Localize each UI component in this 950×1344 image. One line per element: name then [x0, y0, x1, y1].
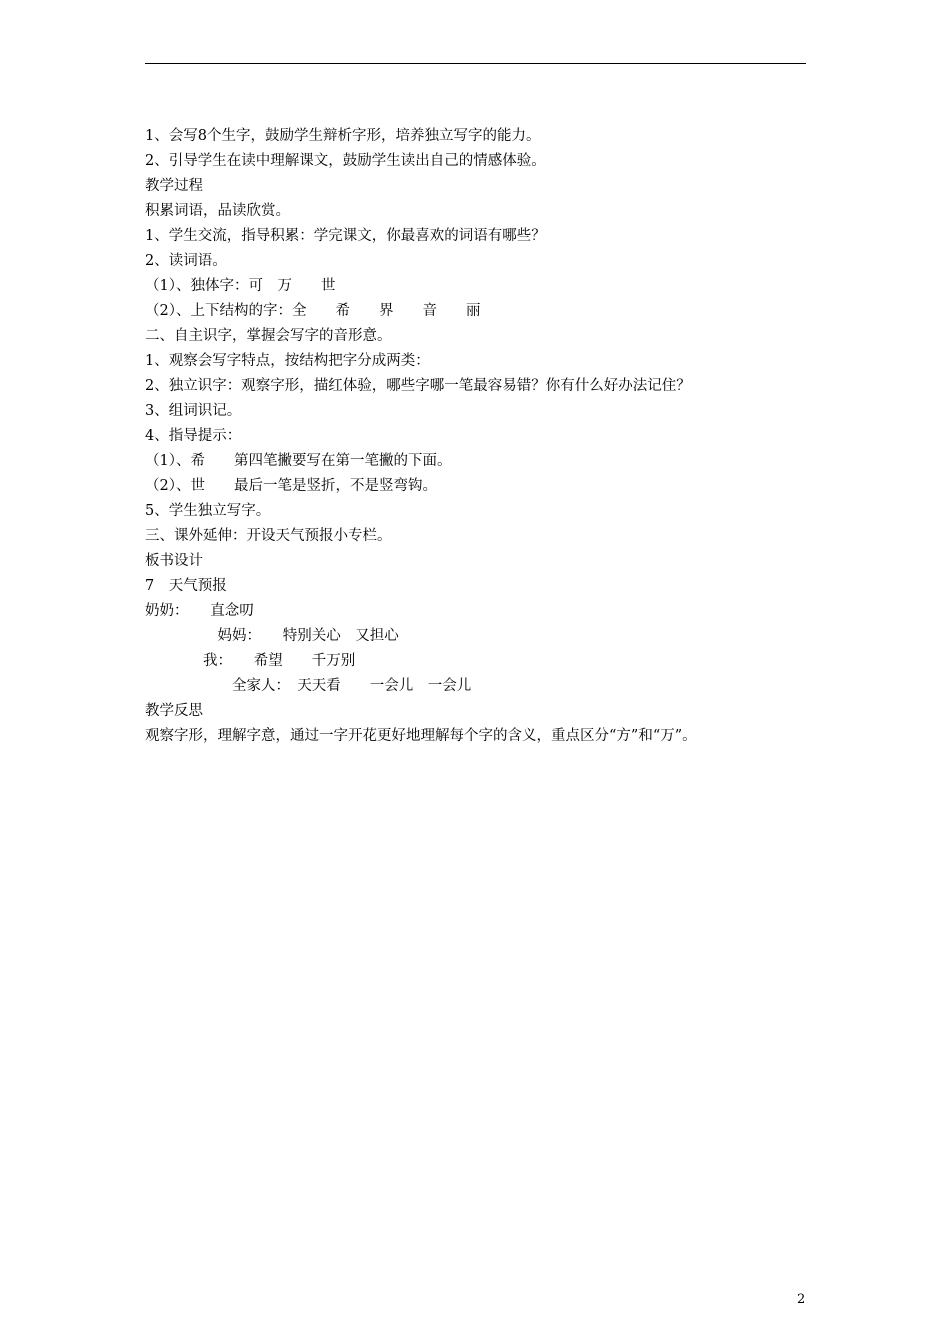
text-line: （2）、世 最后一笔是竖折，不是竖弯钩。: [145, 478, 437, 494]
section-heading: 教学反思: [145, 703, 203, 719]
text-line: （2）、上下结构的字：全 希 界 音 丽: [145, 303, 481, 319]
board-line: 全家人： 天天看 一会儿 一会儿: [145, 678, 472, 694]
board-line: 奶奶： 直念叨: [145, 603, 254, 619]
section-heading: 板书设计: [145, 553, 203, 569]
text-line: 积累词语，品读欣赏。: [145, 203, 290, 219]
text-line: 5、学生独立写字。: [145, 503, 271, 519]
text-line: 1、学生交流，指导积累：学完课文，你最喜欢的词语有哪些？: [145, 228, 546, 244]
text-line: 1、观察会写字特点，按结构把字分成两类：: [145, 353, 430, 369]
text-line: 2、独立识字：观察字形，描红体验，哪些字哪一笔最容易错？你有什么好办法记住？: [145, 378, 691, 394]
text-line: 4、指导提示：: [145, 428, 242, 444]
text-line: 三、课外延伸：开设天气预报小专栏。: [145, 528, 392, 544]
board-line: 我： 希望 千万别: [145, 653, 356, 669]
text-line: 2、读词语。: [145, 253, 227, 269]
text-line: （1）、独体字：可 万 世: [145, 278, 336, 294]
text-line: 2、引导学生在读中理解课文，鼓励学生读出自己的情感体验。: [145, 153, 546, 169]
text-line: 1、会写8个生字，鼓励学生辩析字形，培养独立写字的能力。: [145, 128, 541, 144]
header-rule: [145, 63, 806, 64]
board-line: 妈妈： 特别关心 又担心: [145, 628, 399, 644]
text-line: 3、组词识记。: [145, 403, 242, 419]
text-line: 观察字形，理解字意，通过一字开花更好地理解每个字的含义，重点区分“方”和“万”。: [145, 728, 697, 744]
text-line: 二、自主识字，掌握会写字的音形意。: [145, 328, 392, 344]
text-line: 7 天气预报: [145, 578, 227, 594]
page-number: 2: [797, 1292, 806, 1307]
document-body: [145, 124, 825, 749]
text-line: （1）、希 第四笔撇要写在第一笔撇的下面。: [145, 453, 452, 469]
section-heading: 教学过程: [145, 178, 203, 194]
